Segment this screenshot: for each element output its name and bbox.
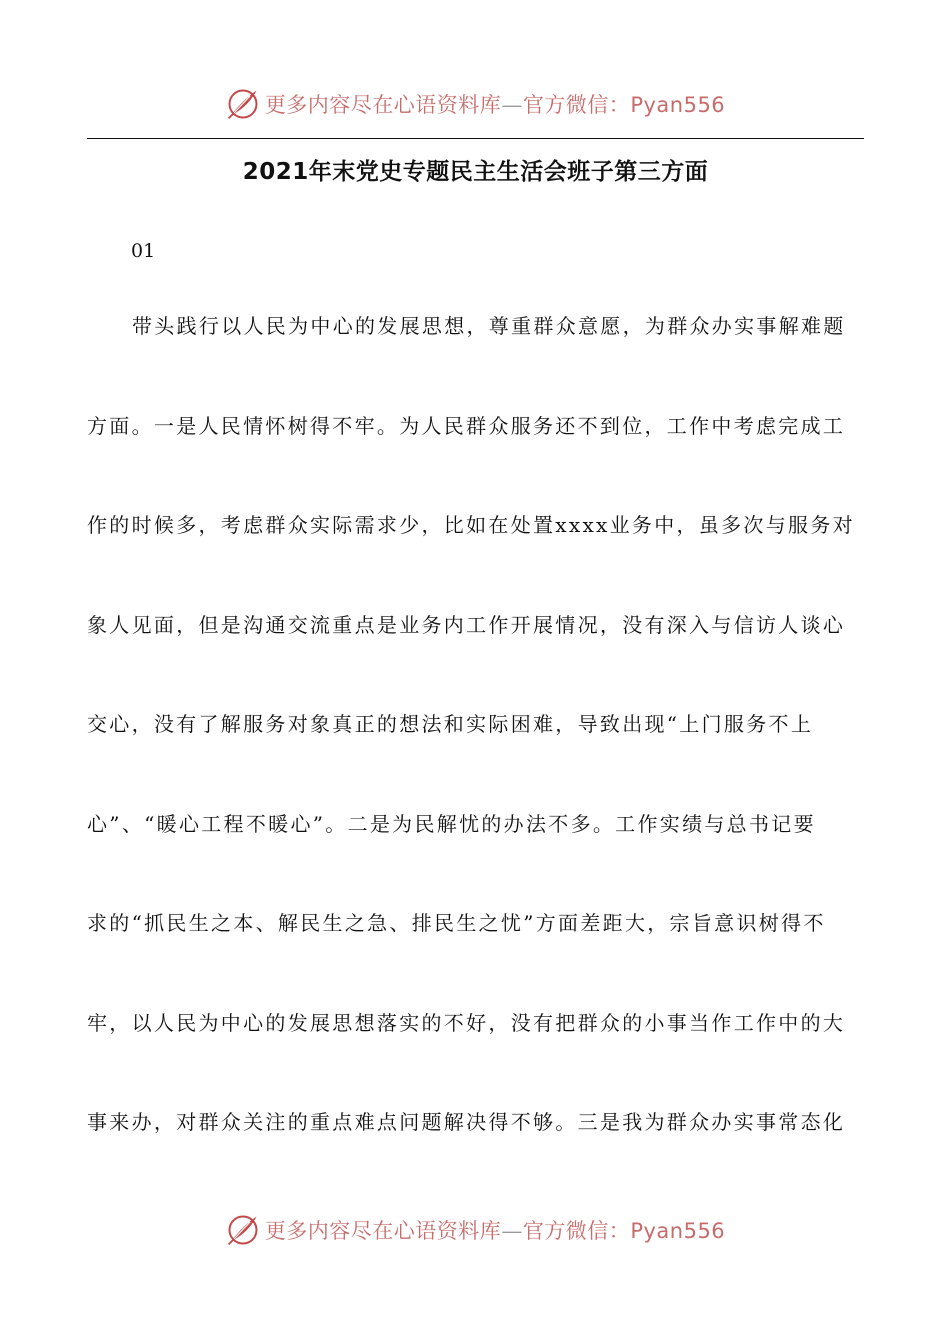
banner-dash: — <box>501 1219 523 1243</box>
body-line: 带头践行以人民为中心的发展思想，尊重群众意愿，为群众办实事解难题 <box>132 314 846 338</box>
body-line: 象人见面，但是沟通交流重点是业务内工作开展情况，没有深入与信访人谈心 <box>87 612 846 637</box>
section-number: 01 <box>131 240 156 262</box>
banner-wechat-id: Pyan556 <box>630 1219 726 1243</box>
page-title: 2021年末党史专题民主生活会班子第三方面 <box>242 159 709 185</box>
body-line: 牢，以人民为中心的发展思想落实的不好，没有把群众的小事当作工作中的大 <box>87 1010 846 1035</box>
footer-banner <box>0 1208 950 1252</box>
banner-main-text: 更多内容尽在心语资料库 <box>264 93 502 117</box>
body-line: 事来办，对群众关注的重点难点问题解决得不够。三是我为群众办实事常态化 <box>87 1110 846 1134</box>
body-line: 心”、“暖心工程不暖心”。二是为民解忧的办法不多。工作实绩与总书记要 <box>87 811 816 836</box>
body-line: 交心，没有了解服务对象真正的想法和实际困难，导致出现“上门服务不上 <box>87 712 814 736</box>
banner-label: 官方微信： <box>522 1219 631 1243</box>
banner-label: 官方微信： <box>522 93 631 117</box>
quill-pen-logo-icon <box>225 1212 261 1248</box>
body-line: 方面。一是人民情怀树得不牢。为人民群众服务还不到位，工作中考虑完成工 <box>87 413 846 438</box>
banner-text <box>265 1215 725 1245</box>
header-banner <box>0 82 950 126</box>
banner-main-text: 更多内容尽在心语资料库 <box>264 1219 502 1243</box>
quill-pen-logo-icon <box>225 86 261 122</box>
body-paragraph <box>87 300 853 1196</box>
body-line: 求的“抓民生之本、解民生之急、排民生之忧”方面差距大，宗旨意识树得不 <box>87 911 826 935</box>
banner-dash: — <box>501 93 523 117</box>
header-rule <box>87 138 864 139</box>
banner-text <box>265 89 725 119</box>
body-line: 作的时候多，考虑群众实际需求少，比如在处置xxxx业务中，虽多次与服务对 <box>87 513 855 537</box>
banner-wechat-id: Pyan556 <box>630 93 726 117</box>
